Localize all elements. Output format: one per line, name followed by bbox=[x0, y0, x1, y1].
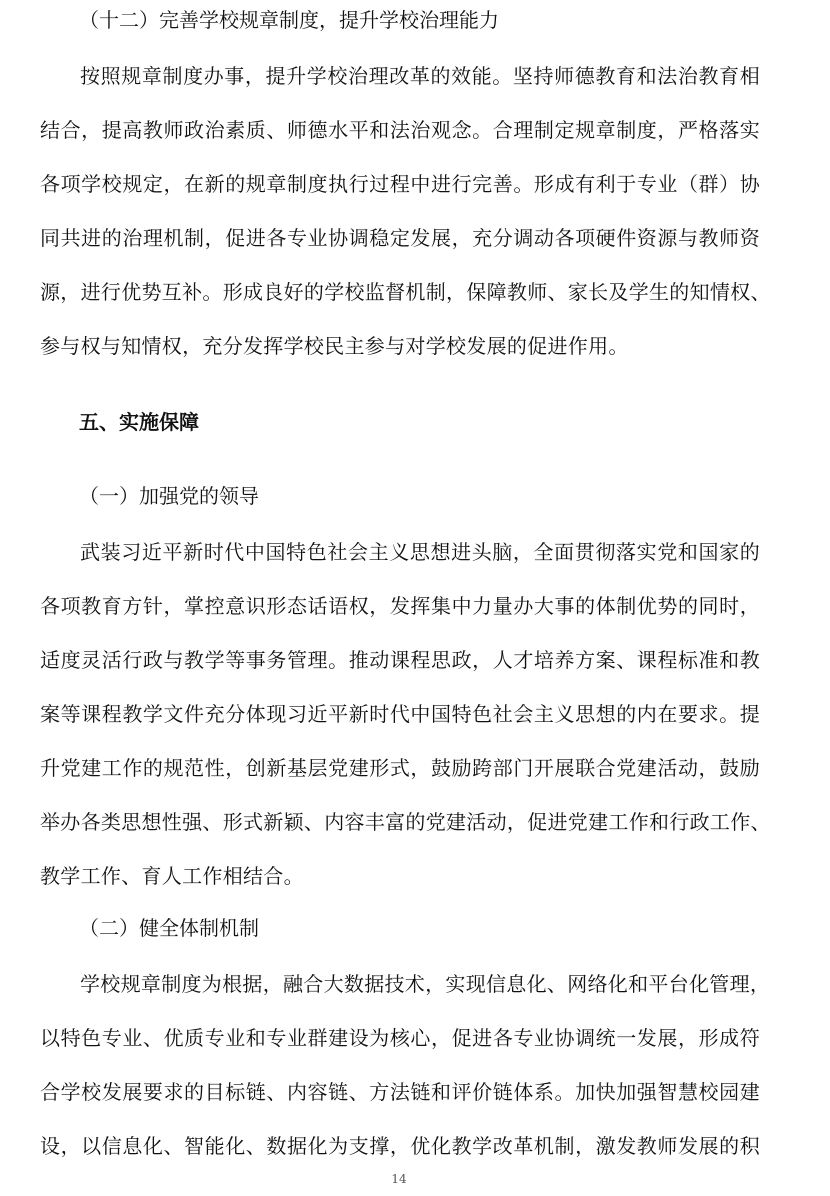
page-number: 14 bbox=[391, 1172, 407, 1186]
paragraph-line: 合学校发展要求的目标链、内容链、方法链和评价链体系。加快加强智慧校园建 bbox=[40, 1080, 760, 1104]
subsection-heading-1: （一）加强党的领导 bbox=[79, 484, 259, 508]
subsection-heading-2: （二）健全体制机制 bbox=[79, 916, 259, 940]
paragraph-line: 以特色专业、优质专业和专业群建设为核心，促进各专业协调统一发展，形成符 bbox=[40, 1026, 760, 1050]
part-heading: 五、实施保障 bbox=[79, 410, 199, 434]
paragraph-line: 结合，提高教师政治素质、师德水平和法治观念。合理制定规章制度，严格落实 bbox=[40, 118, 760, 142]
paragraph-line: 各项教育方针，掌控意识形态话语权，发挥集中力量办大事的体制优势的同时， bbox=[40, 594, 760, 618]
paragraph-line: 武装习近平新时代中国特色社会主义思想进头脑，全面贯彻落实党和国家的 bbox=[80, 540, 760, 564]
section-heading-12: （十二）完善学校规章制度，提升学校治理能力 bbox=[79, 8, 499, 32]
paragraph-line: 各项学校规定，在新的规章制度执行过程中进行完善。形成有利于专业（群）协 bbox=[40, 172, 760, 196]
paragraph-line: 举办各类思想性强、形式新颖、内容丰富的党建活动，促进党建工作和行政工作、 bbox=[40, 810, 771, 834]
paragraph-line: 案等课程教学文件充分体现习近平新时代中国特色社会主义思想的内在要求。提 bbox=[40, 702, 760, 726]
paragraph-line: 参与权与知情权，充分发挥学校民主参与对学校发展的促进作用。 bbox=[40, 334, 629, 358]
paragraph-line: 按照规章制度办事，提升学校治理改革的效能。坚持师德教育和法治教育相 bbox=[80, 64, 760, 88]
paragraph-line: 升党建工作的规范性，创新基层党建形式，鼓励跨部门开展联合党建活动，鼓励 bbox=[40, 756, 760, 780]
paragraph-line: 适度灵活行政与教学等事务管理。推动课程思政，人才培养方案、课程标准和教 bbox=[40, 648, 760, 672]
paragraph-line: 同共进的治理机制，促进各专业协调稳定发展，充分调动各项硬件资源与教师资 bbox=[40, 226, 760, 250]
paragraph-line: 教学工作、育人工作相结合。 bbox=[40, 864, 304, 888]
paragraph-line: 设，以信息化、智能化、数据化为支撑，优化教学改革机制，激发教师发展的积 bbox=[40, 1134, 760, 1158]
paragraph-line: 源，进行优势互补。形成良好的学校监督机制，保障教师、家长及学生的知情权、 bbox=[40, 280, 771, 304]
paragraph-line: 学校规章制度为根据，融合大数据技术，实现信息化、网络化和平台化管理， bbox=[80, 972, 771, 996]
